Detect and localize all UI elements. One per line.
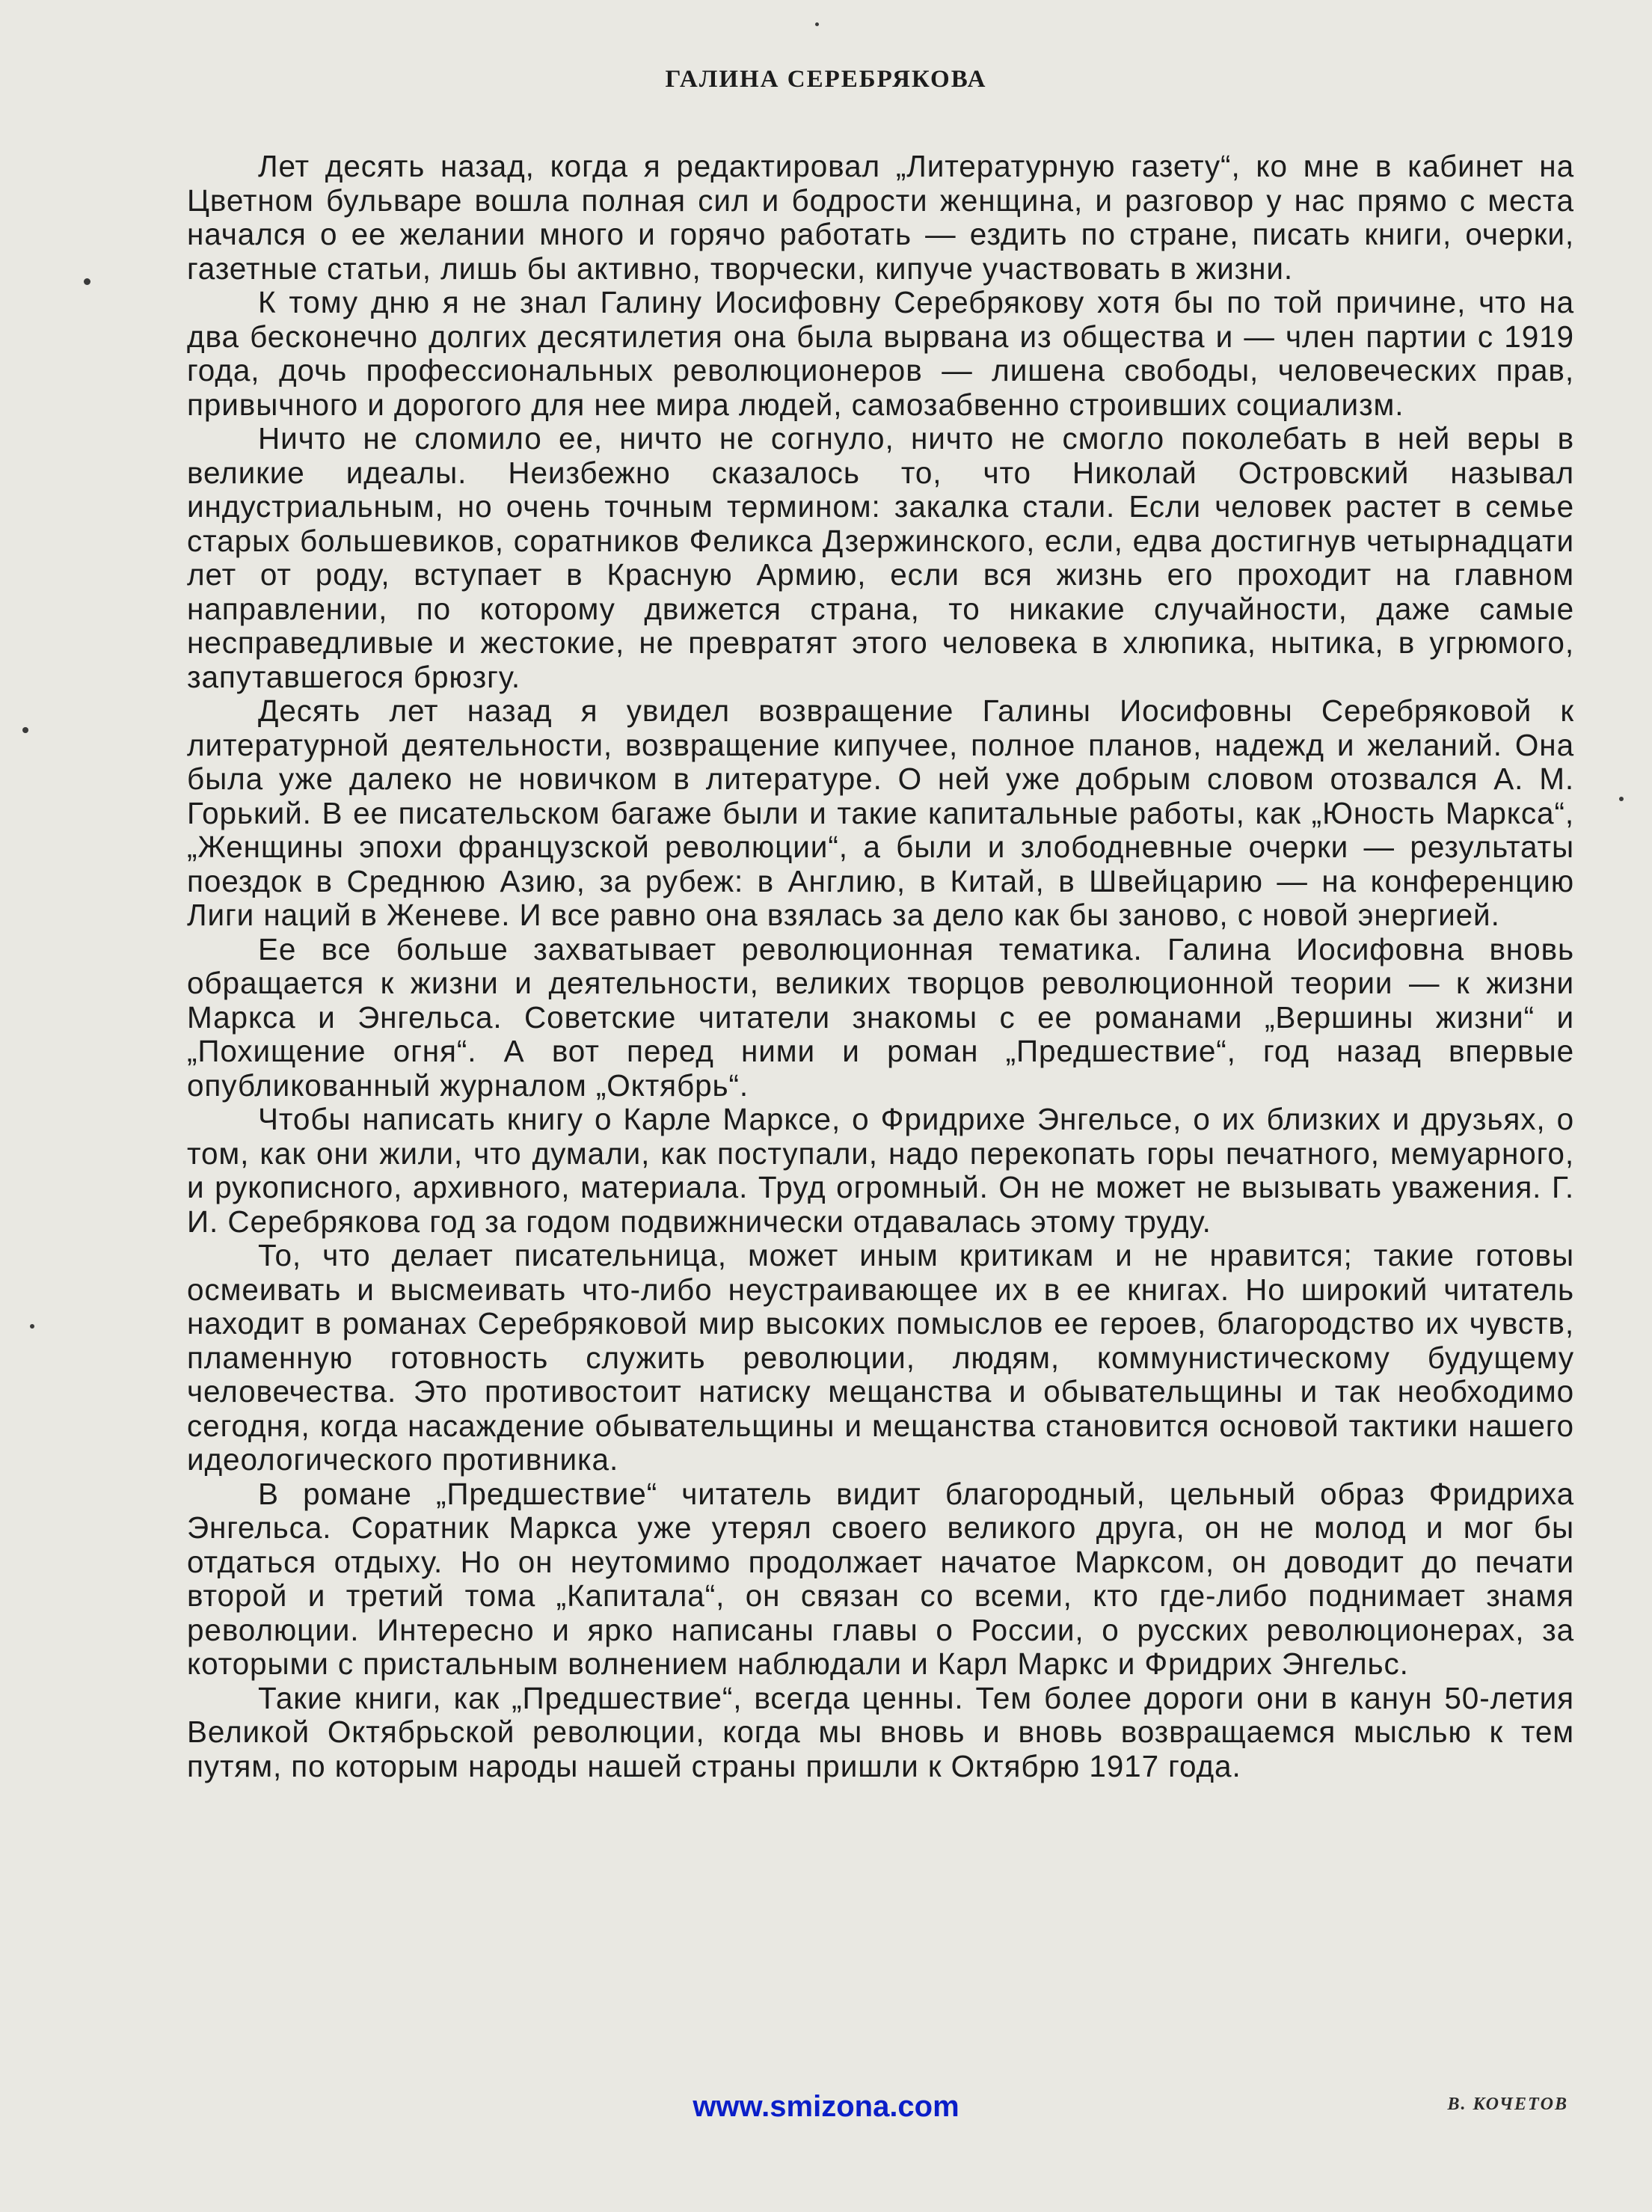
article-paragraph: Такие книги, как „Предшествие“, всегда ценны. Тем более дороги они в канун 50-летия Великой Октябрьской революции, когда мы вновь и вновь возвращаемся мыслью к тем путям, по которым народы нашей страны пришли к Октябрю 1917 года.: [187, 1680, 1574, 1783]
article-paragraph: Ничто не сломило ее, ничто не согнуло, ничто не смогло поколебать в ней веры в великие идеалы. Неизбежно сказалось то, что Николай Островский называл индустриальным, но очень точным термином: закалка стали. Если человек растет в семье старых большевиков, соратников Феликса Дзержинского, если, едва достигнув четырнадцати лет от роду, вступает в Красную Армию, если вся жизнь его проходит на главном направлении, по которому движется страна, то никакие случайности, даже самые несправедливые и жестокие, не превратят этого человека в хлюпика, нытика, в угрюмого, запутавшегося брюзгу.: [187, 421, 1574, 694]
article-paragraph: Чтобы написать книгу о Карле Марксе, о Фридрихе Энгельсе, о их близких и друзьях, о том, как они жили, что думали, как поступали, надо перекопать горы печатного, мемуарного, и рукописного, архивного, материала. Труд огромный. Он не может не вызывать уважения. Г. И. Серебрякова год за годом подвижнически отдавалась этому труду.: [187, 1102, 1574, 1239]
scan-speck: [22, 727, 28, 733]
author-signature: В. КОЧЕТОВ: [1447, 2095, 1568, 2114]
scan-speck: [1619, 797, 1624, 801]
scan-speck: [84, 278, 90, 285]
scan-speck: [30, 1324, 34, 1329]
article-paragraph: Ее все больше захватывает революционная тематика. Галина Иосифовна вновь обращается к жизни и деятельности, великих творцов революционной теории — к жизни Маркса и Энгельса. Советские читатели знакомы с ее романами „Вершины жизни“ и „Похищение огня“. А вот перед ними и роман „Предшествие“, год назад впервые опубликованный журналом „Октябрь“.: [187, 931, 1574, 1103]
article-paragraph: К тому дню я не знал Галину Иосифовну Серебрякову хотя бы по той причине, что на два бесконечно долгих десятилетия она была вырвана из общества и — член партии с 1919 года, дочь профессиональных революционеров — лишена свободы, человеческих прав, привычного и дорогого для нее мира людей, самозабвенно строивших социализм.: [187, 285, 1574, 422]
article-paragraph: В романе „Предшествие“ читатель видит благородный, цельный образ Фридриха Энгельса. Соратник Маркса уже утерял своего великого друга, он не молод и мог бы отдаться отдыху. Но он неутомимо продолжает начатое Марксом, он доводит до печати второй и третий тома „Капитала“, он связан со всеми, кто где-либо поднимает знамя революции. Интересно и ярко написаны главы о России, о русских революционерах, за которыми с пристальным волнением наблюдали и Карл Маркс и Фридрих Энгельс.: [187, 1476, 1574, 1681]
scan-speck: [815, 22, 819, 26]
article-paragraph: То, что делает писательница, может иным критикам и не нравится; такие готовы осмеивать и высмеивать что-либо неустраивающее их в ее книгах. Но широкий читатель находит в романах Серебряковой мир высоких помыслов ее героев, благородство их чувств, пламенную готовность служить революции, людям, коммунистическому будущему человечества. Это противостоит натиску мещанства и обывательщины и так необходимо сегодня, когда насаждение обывательщины и мещанства становится основой тактики нашего идеологического противника.: [187, 1238, 1574, 1477]
article-heading: ГАЛИНА СЕРЕБРЯКОВА: [665, 66, 987, 93]
article-paragraph: Десять лет назад я увидел возвращение Галины Иосифовны Серебряковой к литературной деятельности, возвращение кипучее, полное планов, надежд и желаний. Она была уже далеко не новичком в литературе. О ней уже добрым словом отозвался А. М. Горький. В ее писательском багаже были и такие капитальные работы, как „Юность Маркса“, „Женщины эпохи французской революции“, а были и злободневные очерки — результаты поездок в Среднюю Азию, за рубеж: в Англию, в Китай, в Швейцарию — на конференцию Лиги наций в Женеве. И все равно она взялась за дело как бы заново, с новой энергией.: [187, 693, 1574, 932]
website-link[interactable]: www.smizona.com: [693, 2090, 959, 2123]
article-paragraph: Лет десять назад, когда я редактировал „Литературную газету“, ко мне в кабинет на Цветном бульваре вошла полная сил и бодрости женщина, и разговор у нас прямо с места начался о ее желании много и горячо работать — ездить по стране, писать книги, очерки, газетные статьи, лишь бы активно, творчески, кипуче участвовать в жизни.: [187, 149, 1574, 286]
article-body: [187, 150, 1574, 1783]
